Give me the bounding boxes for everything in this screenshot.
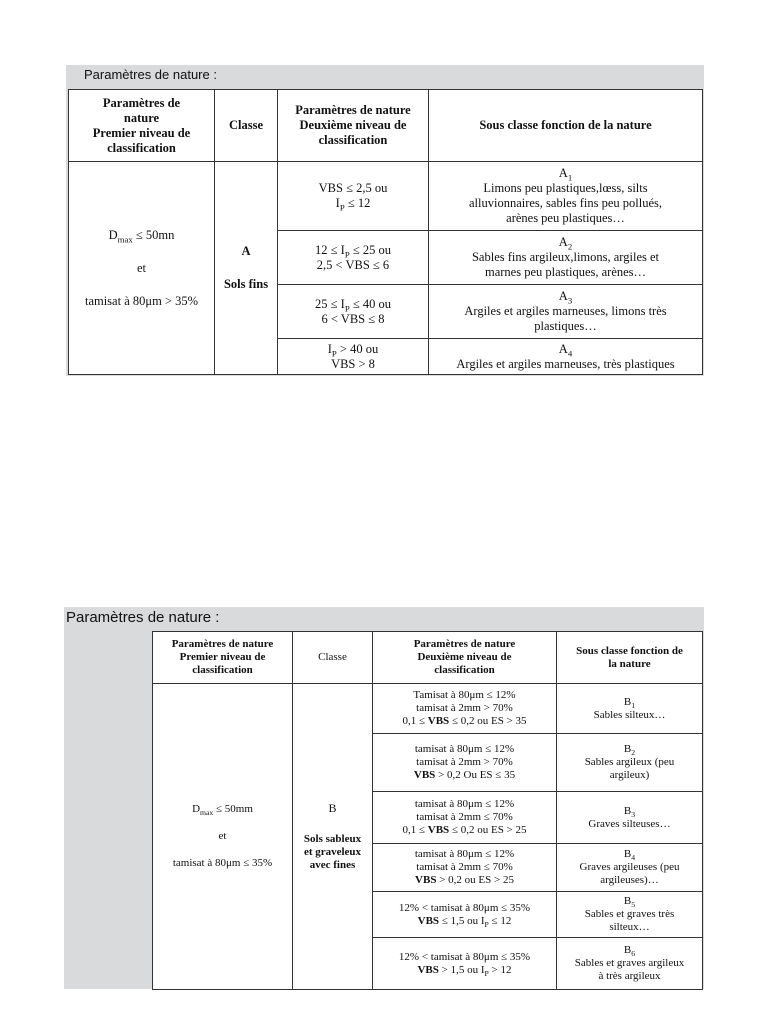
subclass-cell xyxy=(557,734,703,792)
criteria-line: $12 \le I_P \le 25$ ou xyxy=(315,242,391,259)
first-level-cell xyxy=(153,684,293,990)
header-second-level xyxy=(278,90,429,162)
header-text: Paramètres de nature xyxy=(413,638,516,650)
classe-letter: B xyxy=(328,800,337,815)
header-second-level xyxy=(373,632,557,684)
subclass-code: $B_1$ xyxy=(623,695,636,710)
table-b xyxy=(152,631,703,990)
header-classe: Classe xyxy=(293,632,373,684)
subclass-cell xyxy=(557,892,703,938)
classe-name: Sols fins xyxy=(223,277,269,291)
criteria-line: VBS > 8 xyxy=(331,356,375,371)
subclass-code: $A_4$ xyxy=(558,341,573,358)
subclass-description: Argiles et argiles marneuses, très plastiques xyxy=(456,356,675,371)
subclass-description: silteux… xyxy=(609,921,650,933)
table-a-header-row xyxy=(69,90,703,162)
subclass-description: marnes peu plastiques, arènes… xyxy=(484,265,647,279)
subclass-code: $B_6$ xyxy=(623,944,636,959)
subclass-description: plastiques… xyxy=(534,319,597,333)
classe-name: Sols sableux xyxy=(303,832,362,845)
criteria-cell xyxy=(373,684,557,734)
panel-a-title: Paramètres de nature : xyxy=(84,67,217,82)
panel-b-title: Paramètres de nature : xyxy=(66,609,220,626)
criteria-line: VBS > 0,2 Ou ES ≤ 35 xyxy=(413,769,516,781)
header-text: Paramètres de nature xyxy=(171,638,274,650)
tamisat-criterion: tamisat à 80μm > 35% xyxy=(84,293,199,308)
subclass-description: argileux) xyxy=(609,769,650,781)
et-text: et xyxy=(218,830,227,842)
classe-cell xyxy=(293,684,373,990)
subclass-description: Sables silteux… xyxy=(593,708,666,721)
criteria-line: VBS ≤ 2,5 ou xyxy=(318,181,388,195)
header-sous-classe: Sous classe fonction de la nature xyxy=(429,90,703,162)
header-text: classification xyxy=(192,664,253,676)
header-text: Sous classe fonction de xyxy=(576,644,683,657)
criteria-line: $I_P \le 12$ xyxy=(335,196,371,213)
dmax-criterion: $D_{max} \le 50mm$ xyxy=(192,803,253,818)
header-text: classification xyxy=(318,133,388,147)
subclass-code: $B_2$ xyxy=(623,743,636,758)
criteria-line: Tamisat à 80μm ≤ 12% xyxy=(413,689,516,701)
criteria-line: 6 < VBS ≤ 8 xyxy=(321,311,385,326)
criteria-cell xyxy=(373,792,557,844)
criteria-cell xyxy=(278,339,429,375)
dmax-criterion: $D_{max} \le 50mn$ xyxy=(108,227,175,244)
criteria-cell xyxy=(373,734,557,792)
criteria-line: tamisat à 80μm ≤ 12% xyxy=(414,848,515,860)
subclass-cell xyxy=(557,938,703,990)
table-a xyxy=(68,89,703,375)
header-text: Paramètres de nature xyxy=(295,103,411,117)
criteria-cell xyxy=(278,162,429,231)
subclass-code: $A_2$ xyxy=(558,235,573,252)
header-sous-classe xyxy=(557,632,703,684)
panel-b xyxy=(64,607,704,989)
classe-name: et graveleux xyxy=(303,845,362,858)
criteria-line: VBS > 0,2 ou ES > 25 xyxy=(415,874,514,886)
criteria-cell xyxy=(278,231,429,285)
subclass-description: Sables et graves très xyxy=(584,908,675,920)
criteria-line: tamisat à 2mm > 70% xyxy=(416,756,513,768)
criteria-line: tamisat à 2mm ≤ 70% xyxy=(416,861,513,873)
subclass-code: $A_3$ xyxy=(558,289,573,306)
subclass-cell xyxy=(557,792,703,844)
header-text: Premier niveau de xyxy=(92,125,191,140)
header-text: classification xyxy=(107,140,176,155)
header-text: nature xyxy=(123,110,160,125)
header-text: Premier niveau de xyxy=(179,651,266,663)
criteria-line: 12% < tamisat à 80μm ≤ 35% xyxy=(398,950,531,963)
criteria-line: VBS > 1,5 ou $I_P > 12$ xyxy=(417,963,512,978)
criteria-line: tamisat à 2mm > 70% xyxy=(416,702,513,714)
table-row xyxy=(69,162,703,231)
header-text: Paramètres de xyxy=(102,95,181,110)
header-text: classification xyxy=(434,664,495,676)
subclass-description: alluvionnaires, sables fins peu pollués, xyxy=(468,196,663,210)
criteria-cell xyxy=(373,844,557,892)
subclass-cell xyxy=(429,285,703,339)
subclass-description: Sables argileux (peu xyxy=(584,756,675,768)
criteria-line: tamisat à 2mm ≤ 70% xyxy=(416,811,513,823)
criteria-line: $I_P > 40$ ou xyxy=(327,341,379,358)
subclass-cell xyxy=(429,231,703,285)
header-first-level xyxy=(153,632,293,684)
et-text: et xyxy=(136,260,147,275)
subclass-code: $A_1$ xyxy=(558,166,573,183)
header-text: Deuxième niveau de xyxy=(299,118,407,132)
subclass-description: à très argileux xyxy=(598,970,661,982)
subclass-code: $B_3$ xyxy=(623,804,636,819)
subclass-description: arènes peu plastiques… xyxy=(506,211,625,225)
subclass-cell xyxy=(557,844,703,892)
header-first-level xyxy=(69,90,215,162)
subclass-code: $B_4$ xyxy=(623,848,636,863)
first-level-cell xyxy=(69,162,215,375)
classe-name: avec fines xyxy=(309,858,356,871)
criteria-line: VBS ≤ 1,5 ou $I_P \le 12$ xyxy=(417,914,512,929)
table-row xyxy=(153,684,703,734)
criteria-line: 0,1 ≤ VBS ≤ 0,2 ou ES > 35 xyxy=(402,715,527,727)
subclass-description: Graves silteuses… xyxy=(588,817,671,830)
subclass-description: Limons peu plastiques,lœss, silts xyxy=(483,181,648,195)
criteria-line: tamisat à 80μm ≤ 12% xyxy=(414,743,515,755)
table-b-header-row xyxy=(153,632,703,684)
criteria-line: 2,5 < VBS ≤ 6 xyxy=(316,257,390,272)
criteria-cell xyxy=(373,892,557,938)
criteria-line: tamisat à 80μm ≤ 12% xyxy=(414,798,515,810)
subclass-cell xyxy=(429,162,703,231)
criteria-line: 0,1 ≤ VBS ≤ 0,2 ou ES > 25 xyxy=(402,824,527,836)
panel-a xyxy=(66,65,704,376)
header-classe: Classe xyxy=(215,90,278,162)
header-text: Deuxième niveau de xyxy=(417,651,512,663)
subclass-code: $B_5$ xyxy=(623,895,636,910)
tamisat-criterion: tamisat à 80μm ≤ 35% xyxy=(172,857,273,869)
subclass-cell xyxy=(429,339,703,375)
subclass-description: Argiles et argiles marneuses, limons très xyxy=(464,304,667,318)
subclass-description: Graves argileuses (peu xyxy=(579,861,680,873)
header-text: la nature xyxy=(608,657,651,670)
classe-letter: A xyxy=(241,244,251,258)
subclass-cell xyxy=(557,684,703,734)
subclass-description: Sables et graves argileux xyxy=(574,957,685,969)
criteria-cell xyxy=(373,938,557,990)
criteria-cell xyxy=(278,285,429,339)
subclass-description: Sables fins argileux,limons, argiles et xyxy=(471,250,659,264)
criteria-line: 12% < tamisat à 80μm ≤ 35% xyxy=(398,901,531,914)
criteria-line: $25 \le I_P \le 40$ ou xyxy=(315,296,391,313)
subclass-description: argileuses)… xyxy=(600,874,659,886)
classe-cell xyxy=(215,162,278,375)
